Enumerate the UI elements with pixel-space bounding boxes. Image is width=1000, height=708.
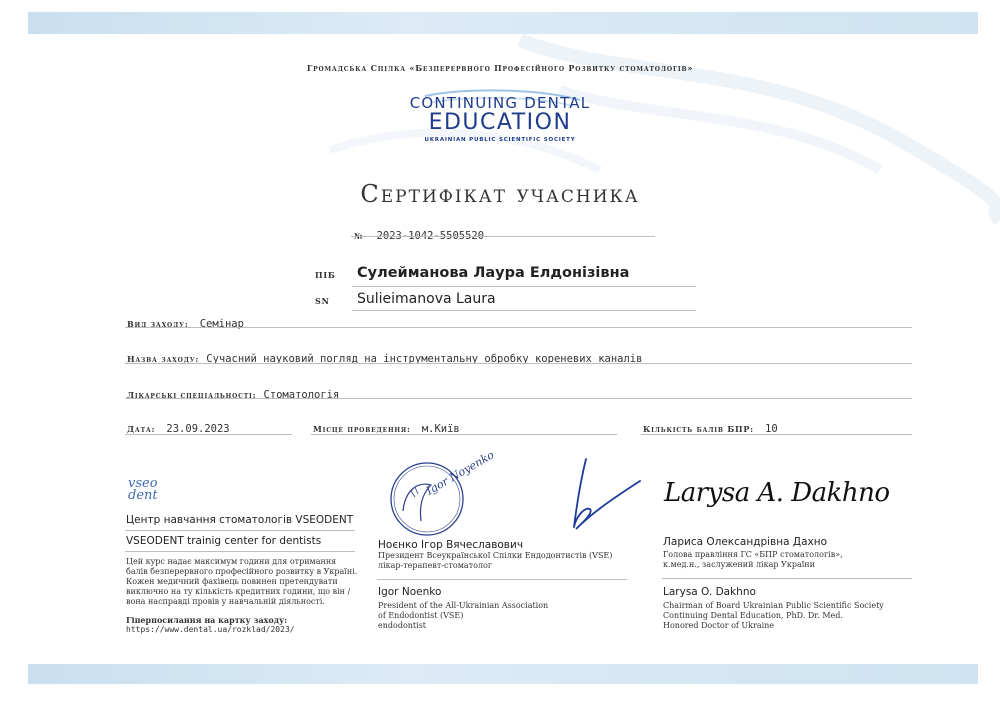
signer1-name-ua: Ноєнко Ігор Вячеславович	[378, 539, 524, 551]
name-underline	[352, 286, 696, 287]
sn-label: SN	[315, 296, 330, 306]
center-name-en: VSEODENT trainig center for dentists	[126, 535, 322, 547]
signer2-title-ua-line: к.мед.н., заслужений лікар України	[663, 560, 815, 569]
center-note-line: балів безперервного професійного розвитку в Україні.	[126, 567, 358, 576]
signer2-title-en-line: Honored Doctor of Ukraine	[663, 621, 775, 630]
event-name-label: Назва заходу:	[127, 354, 200, 364]
event-type-label: Вид заходу:	[127, 319, 189, 329]
points-value: 10	[765, 423, 778, 435]
specialties-label: Лікарські спеціальності:	[127, 390, 257, 400]
event-link[interactable]: https://www.dental.ua/rozklad/2023/	[126, 625, 295, 634]
specialties-value: Стоматологія	[263, 389, 340, 401]
vseodent-logo-line2: dent	[128, 488, 158, 503]
event-type-underline	[125, 327, 912, 328]
specialties-underline	[125, 398, 912, 399]
signer1-title-en-line: President of the All-Ukrainian Association	[378, 601, 549, 610]
center-note-line: Кожен медичний фахівець повинен претендувати	[126, 577, 338, 586]
signer2-name-en: Larysa O. Dakhno	[663, 586, 756, 598]
signer2-title-en-line: Chairman of Board Ukrainian Public Scientific Society	[663, 601, 884, 610]
stamp-text-1: Igor Noyenko	[424, 448, 497, 498]
logo-continuing-dental: CONTINUING DENTAL	[409, 94, 591, 112]
name-label: ПІБ	[315, 270, 336, 280]
place-label: Місце проведення:	[313, 424, 411, 434]
vseodent-logo-line1: vseo	[128, 476, 158, 491]
number-underline	[351, 236, 655, 237]
center-note-line: вона насправді провів у навчальній діяльності.	[126, 597, 325, 606]
number-label: №	[354, 231, 364, 241]
signer2-name-ua: Лариса Олександрівна Дахно	[663, 536, 828, 548]
vseodent-logo	[128, 478, 158, 502]
logo-society: UKRAINIAN PUBLIC SCIENTIFIC SOCIETY	[424, 137, 576, 143]
center-name-en-underline	[125, 551, 355, 552]
points-label: Кількість балів БПР:	[643, 424, 754, 434]
event-name-value: Сучасний науковий погляд на інструментальну обробку кореневих каналів	[206, 353, 643, 365]
signer2-title-ua-line: Голова правління ГС «БПР стоматологів»,	[663, 550, 843, 559]
certificate-number-row	[354, 224, 484, 243]
points-underline	[641, 434, 912, 435]
logo-education: EDUCATION	[428, 110, 572, 135]
signer2-title-ua	[663, 550, 843, 570]
signer1-title-ua-line: Президент Всеукраїнської Спілки Ендодонтистів (VSE)	[378, 551, 613, 560]
noyenko-signature-icon	[560, 455, 650, 550]
date-underline	[125, 434, 292, 435]
signer1-divider	[377, 579, 627, 580]
center-note-line: Цей курс надає максимум години для отримання	[126, 557, 337, 566]
signer2-title-en	[663, 601, 884, 631]
center-name-ua: Центр навчання стоматологів VSEODENT	[126, 514, 354, 526]
center-note	[126, 557, 376, 607]
certificate-title: Сертифікат учасника	[360, 180, 640, 208]
certificate-number: 2023-1042-5505520	[376, 230, 485, 242]
link-label: Гіперпосилання на картку заходу:	[126, 615, 288, 625]
event-type-row	[127, 312, 244, 331]
sn-underline	[352, 310, 696, 311]
place-value: м.Київ	[421, 423, 460, 435]
signer2-divider	[662, 578, 912, 579]
participant-name: Сулейманова Лаура Елдонізівна	[357, 265, 630, 281]
event-name-underline	[125, 363, 912, 364]
center-note-line: виключно на ту кількість кредитних години, що він /	[126, 587, 351, 596]
event-type-value: Семінар	[199, 318, 244, 330]
signer1-title-en-line: endodontist	[378, 621, 427, 630]
date-value: 23.09.2023	[166, 423, 230, 435]
signer1-title-en	[378, 601, 548, 631]
center-name-ua-underline	[125, 530, 355, 531]
specialties-row	[127, 383, 339, 402]
signer1-title-ua	[378, 551, 612, 571]
signer2-title-en-line: Continuing Dental Education, PhD. Dr. Med.	[663, 611, 843, 620]
dakhno-signature: Larysa A. Dakhno	[664, 478, 890, 508]
participant-name-latin: Sulieimanova Laura	[357, 291, 496, 307]
signer1-name-en: Igor Noenko	[378, 586, 442, 598]
date-label: Дата:	[127, 424, 156, 434]
place-underline	[311, 434, 617, 435]
signer1-title-en-line: of Endodontist (VSE)	[378, 611, 464, 620]
organization-name: Громадська Спілка «Безперервного Професійного Розвитку стоматологів»	[306, 63, 694, 73]
noyenko-stamp-icon	[385, 448, 497, 543]
signer1-title-ua-line: лікар-терапевт-стоматолог	[378, 561, 493, 570]
